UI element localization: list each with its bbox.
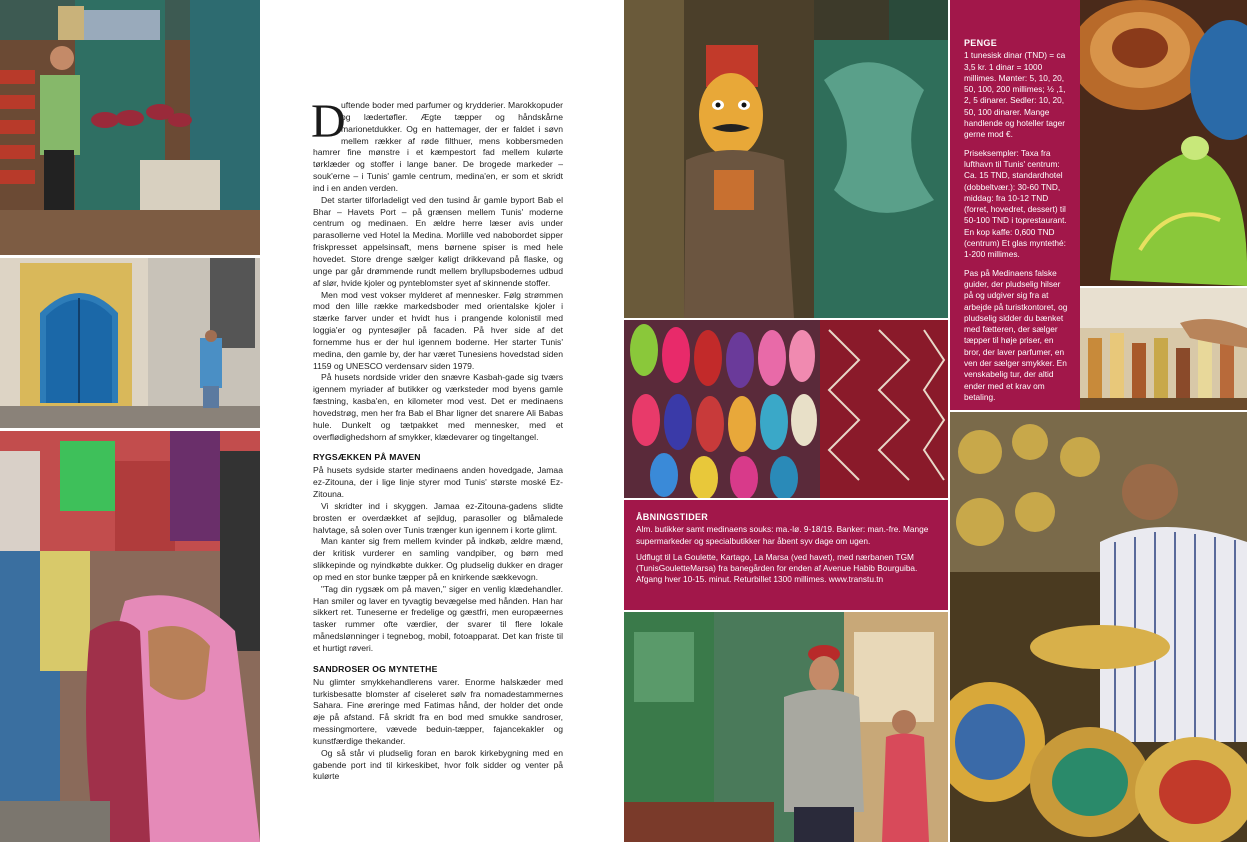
article-paragraph: Nu glimter smykkehandlerens varer. Enorme halskæder med turkisbesatte blomster af ciseleret sølv fra nomadestammernes Sahara. Fine øreringe med Fatimas hånd, der holder det onde øje på afstand. Få skridt fra en bod med smukke sandroser, messingmortere, vævede beduin-tæpper, fajancekakler og kunstfærdige thekander. (313, 676, 563, 746)
info-box-title: PENGE (964, 38, 998, 48)
article-paragraph: Vi skridter ind i skyggen. Jamaa ez-Zitouna-gadens slidte brosten er overdækket af sejldug, parasoller og blåmalede halvtage, så solen over Tunis trænger kun igennem i korte glimt. (313, 500, 563, 535)
article-paragraph (311, 95, 563, 195)
article-paragraph: Og så står vi pludselig foran en barok kirkebygning med en gabende port ind til kirkeskibet, hvor folk sidder og venter på kulørte (313, 747, 563, 782)
photo-perfume-bottles (1080, 288, 1247, 410)
info-box-paragraph: Alm. butikker samt medinaens souks: ma.-lø. 9-18/19. Banker: man.-fre. Mange supermarkeder og specialbutikker har åbent syv dage om ugen. (636, 524, 929, 546)
article-paragraph: Det starter tilforladeligt ved den tusind år gamle byport Bab el Bhar – Havets Port – på grænsen mellem Tunis' moderne centrum og medinaen. En ældre herre læser avis under parasollerne ved Hotel la Medina. Morlille ved nabobordet sipper friskpresset appelsinsaft, mens børnene spiser is med hele hovedet. Store drenge sælger køligt drikkevand på flaske, og unge par går drømmende rundt mellem bryllupsbodernes udbud af slør, hvide kjoler og pynteblomster syet af skinnende stoffer. (313, 194, 563, 288)
section-heading-sandroser: SANDROSER OG MYNTETHE (313, 663, 438, 674)
info-box-paragraph: Priseksempler: Taxa fra lufthavn til Tunis' centrum: Ca. 15 TND, standardhotel (dobbeltvær.): 30-60 TND, middag: fra 10-12 TND (forret, hovedret, dessert) til 50-100 TND i toprestaurant. En kop kaffe: 0,600 TND (centrum) Et glas myntethé: 1-200 millimes. (964, 147, 1067, 260)
info-box-paragraph: Udflugt til La Goulette, Kartago, La Marsa (ved havet), med nærbanen TGM (TunisGouletteMarsa) fra banegården for enden af Avenue Habib Bourguiba. Afgang hver 10-15. minut. Returbillet 1300 millimes. www.transtu.tn (636, 551, 918, 585)
article-paragraph: På husets sydside starter medinaens anden hovedgade, Jamaa ez-Zitouna, der i lige linje styrer mod Tunis' største moské Ez-Zitouna. (313, 465, 563, 499)
photo-slippers (624, 320, 948, 498)
photo-market-street (0, 431, 260, 842)
photo-blue-door (0, 258, 260, 428)
info-box-aabningstider (624, 500, 948, 610)
photo-coppersmith (950, 412, 1247, 842)
info-box-title: ÅBNINGSTIDER (636, 512, 709, 522)
info-box-paragraph: Pas på Medinaens falske guider, der pludselig hilser på og udgiver sig fra at arbejde på turistkontoret, og pludselig sidder du bænket med fætteren, der sælger tæpper til høje priser, en bror, der laver parfumer, en ven der sælger smykker. En venskabelig tur, der altid ender med et krav om betaling. (964, 267, 1068, 402)
article-paragraph: "Tag din rygsæk om på maven," siger en venlig klædehandler. Han smiler og laver en tyvagtig bevægelse med hånden. Han har sikkert ret. Tuneserne er fredelige og gæstfri, men europæernes tasker rummer ofte værdier, der svarer til flere lokale månedslønninger i tegnebog, mobil, fotoapparat. Det kan friste til et hurtigt røveri. (313, 583, 563, 653)
section-heading-rygsaekken: RYGSÆKKEN PÅ MAVEN (313, 452, 421, 463)
article-paragraph-text: uftende boder med parfumer og krydderier. Marokkopuder og lædertøfler. Ægte tæpper og håndskårne marionetdukker. Og en hattemager, der er faldet i søvn mellem rækker af røde filthuer, mens kobbersmeden hamrer fine mønstre i et kæmpestort fad mellem kulørte tørklæder og stoffer i lange baner. De brogede markeder – souk'erne – i Tunis' gamle centrum, medina'en, er som et skridt ind i en anden verden. (313, 100, 563, 193)
photo-hat-shop (0, 0, 260, 255)
article-body (311, 95, 563, 783)
photo-tagine-pottery (1080, 0, 1247, 286)
article-paragraph: På husets nordside vrider den snævre Kasbah-gade sig tværs igennem myriader af butikker og værksteder mod byens gamle fæstning, kasba'en, en kilometer mod vest. Det er medinaens hovedstrøg, men her fra Bab el Bhar ligner det snarere Ali Babas hule. Dunkelt og tætpakket med mennesker, med et overflødighedshorn af smykker, klædevarer og tingeltangel. (313, 372, 563, 442)
article-paragraph: Man kanter sig frem mellem kvinder på indkøb, ældre mænd, der kritisk vurderer en samling vandpiber, og børn med slikkepinde og nyindkøbte dukker. Og pludselig dukker en drager op med en stor bunke tæpper på en knirkende sækkevogn. (313, 536, 563, 582)
info-box-penge (950, 0, 1080, 410)
info-box-paragraph: 1 tunesisk dinar (TND) = ca 3,5 kr. 1 dinar = 1000 millimes. Mønter: 5, 10, 20, 50, 100, 200 millimes; ½ ,1, 2, 5 dinarer. Sedler: 10, 20, 50, 100 dinarer. Mange handlende og hoteller tager gerne mod €. (964, 50, 1066, 140)
photo-puppet (624, 0, 948, 318)
drop-cap: D (311, 95, 346, 148)
article-paragraph: Men mod vest vokser mylderet af mennesker. Følg strømmen mod den lille række markedsboder med orientalske kjoler i stærke farver under et hvidt hus i prangende kolonistil med loggia'er og pyntesøjler på facaden. På hver side af det fornemme hus er der hul igennem boderne. Her starter Tunis' medina, den gamle by, der har været Tunesiens hovedstad siden 1159 og UNESCO verdensarv siden 1979. (313, 289, 563, 371)
photo-shop-keepers (624, 612, 948, 842)
